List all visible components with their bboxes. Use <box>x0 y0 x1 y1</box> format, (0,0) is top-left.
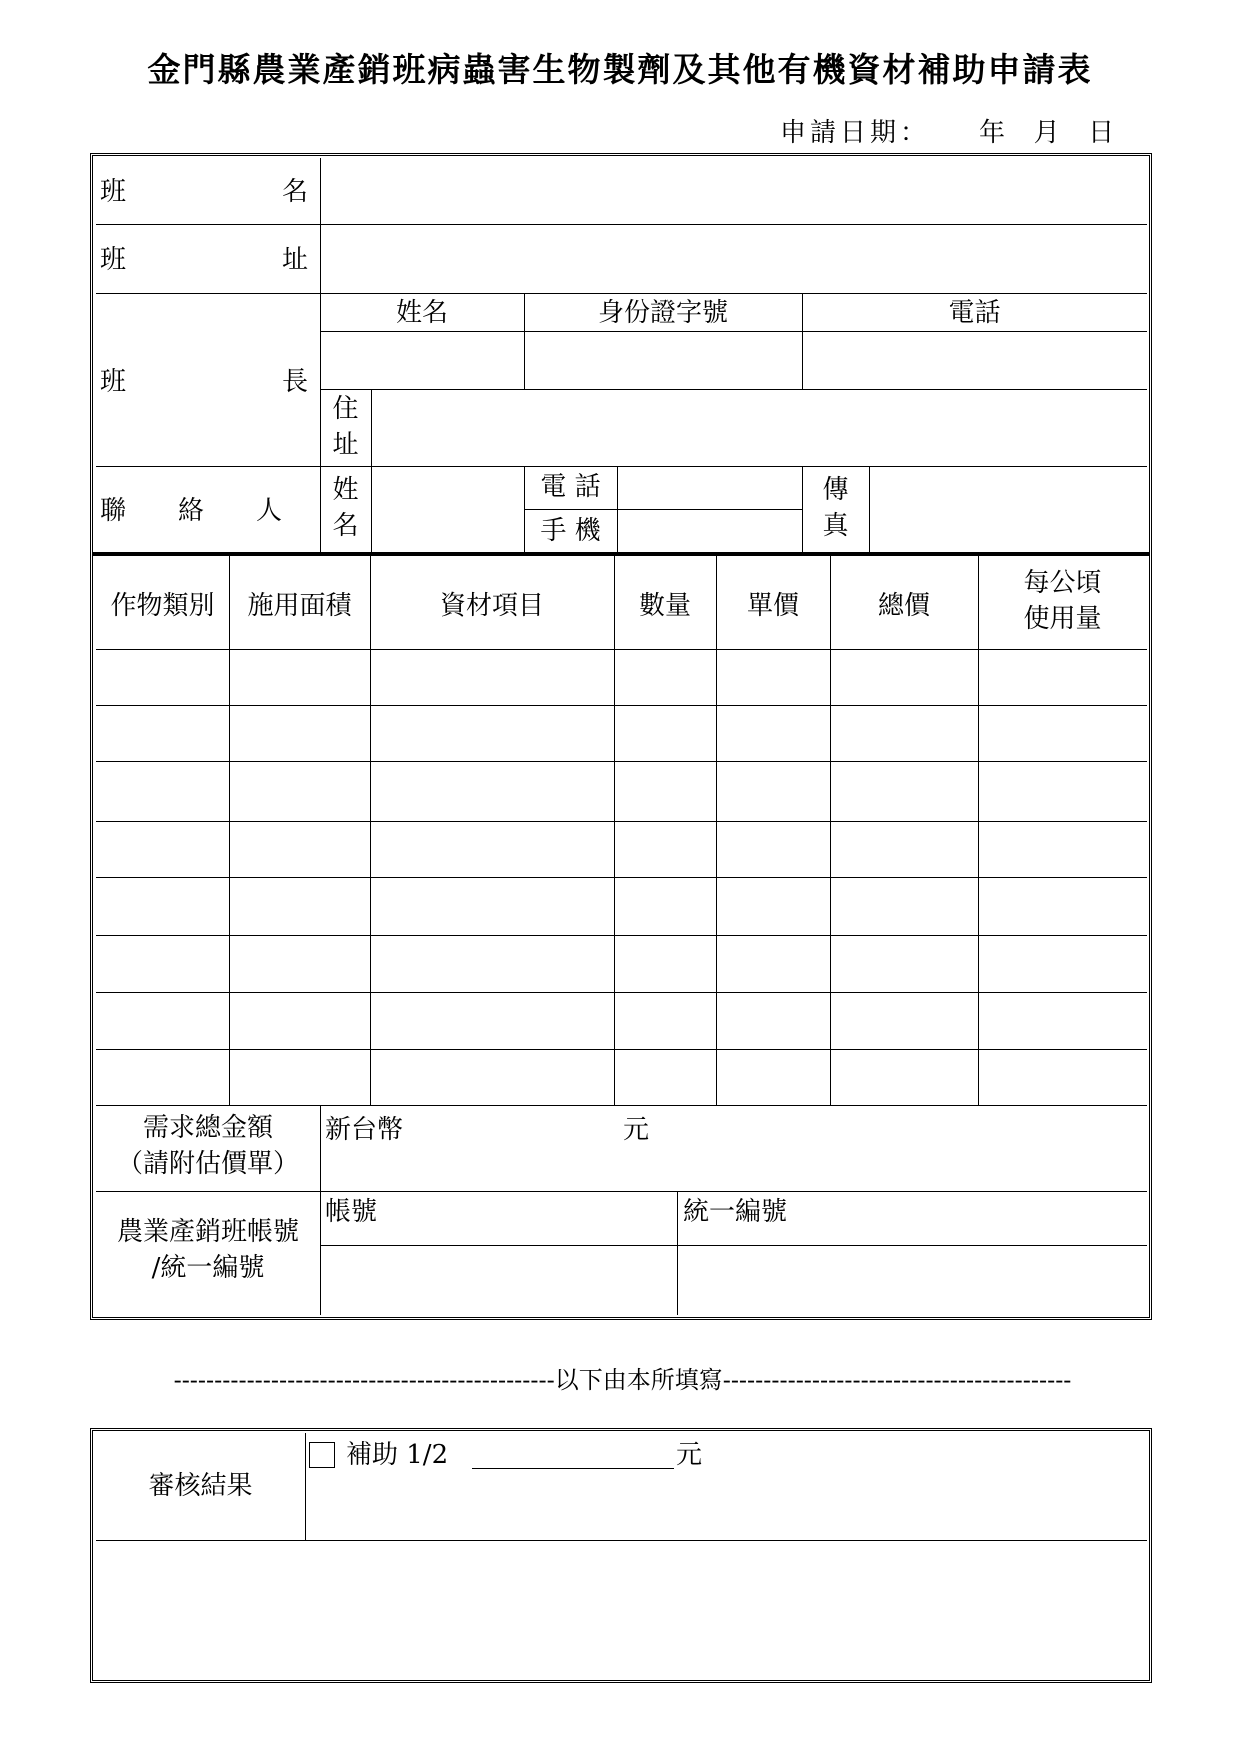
leader-address-label: 住 址 <box>332 394 359 460</box>
unified-number-header: 統一編號 <box>683 1197 788 1227</box>
col-crop-type: 作物類別 <box>110 591 215 621</box>
currency-label: 新台幣 <box>325 1115 404 1145</box>
leader-phone-header: 電話 <box>948 298 1001 328</box>
contact-name-label: 姓 名 <box>332 475 359 541</box>
col-material: 資材項目 <box>439 591 544 621</box>
application-date: 申請日期： 年 月 日 <box>780 118 1119 148</box>
subsidy-unit: 元 <box>676 1440 703 1470</box>
class-leader-label: 班 長 <box>100 367 309 397</box>
class-name-label: 班 名 <box>100 177 309 207</box>
subsidy-amount-line[interactable] <box>472 1468 674 1469</box>
leader-id-header: 身份證字號 <box>597 298 728 328</box>
class-address-label: 班 址 <box>100 245 309 275</box>
col-total-price: 總價 <box>877 591 930 621</box>
contact-fax-label: 傳 真 <box>822 475 849 541</box>
col-usage-per-hectare: 每公頃 使用量 <box>1023 568 1102 634</box>
office-use-separator: -----------------------------------------------以下由本所填寫------------------------------------------- <box>173 1366 1072 1394</box>
leader-name-header: 姓名 <box>395 298 448 328</box>
account-number-header: 帳號 <box>325 1197 378 1227</box>
subsidy-half-checkbox[interactable] <box>309 1442 335 1468</box>
col-unit-price: 單價 <box>746 591 799 621</box>
total-amount-label: 需求總金額 （請附估價單） <box>116 1113 299 1179</box>
subsidy-half-label: 補助 1/2 <box>346 1440 449 1470</box>
contact-phone-label: 電 話 <box>540 472 601 502</box>
review-form <box>90 1428 1152 1683</box>
currency-unit: 元 <box>623 1115 650 1145</box>
contact-mobile-label: 手 機 <box>540 516 601 546</box>
contact-person-label: 聯 絡 人 <box>100 496 283 526</box>
account-label: 農業產銷班帳號 /統一編號 <box>116 1217 299 1283</box>
col-area: 施用面積 <box>247 591 352 621</box>
form-title: 金門縣農業產銷班病蟲害生物製劑及其他有機資材補助申請表 <box>147 50 1093 89</box>
col-quantity: 數量 <box>638 591 691 621</box>
review-result-label: 審核結果 <box>148 1471 253 1501</box>
